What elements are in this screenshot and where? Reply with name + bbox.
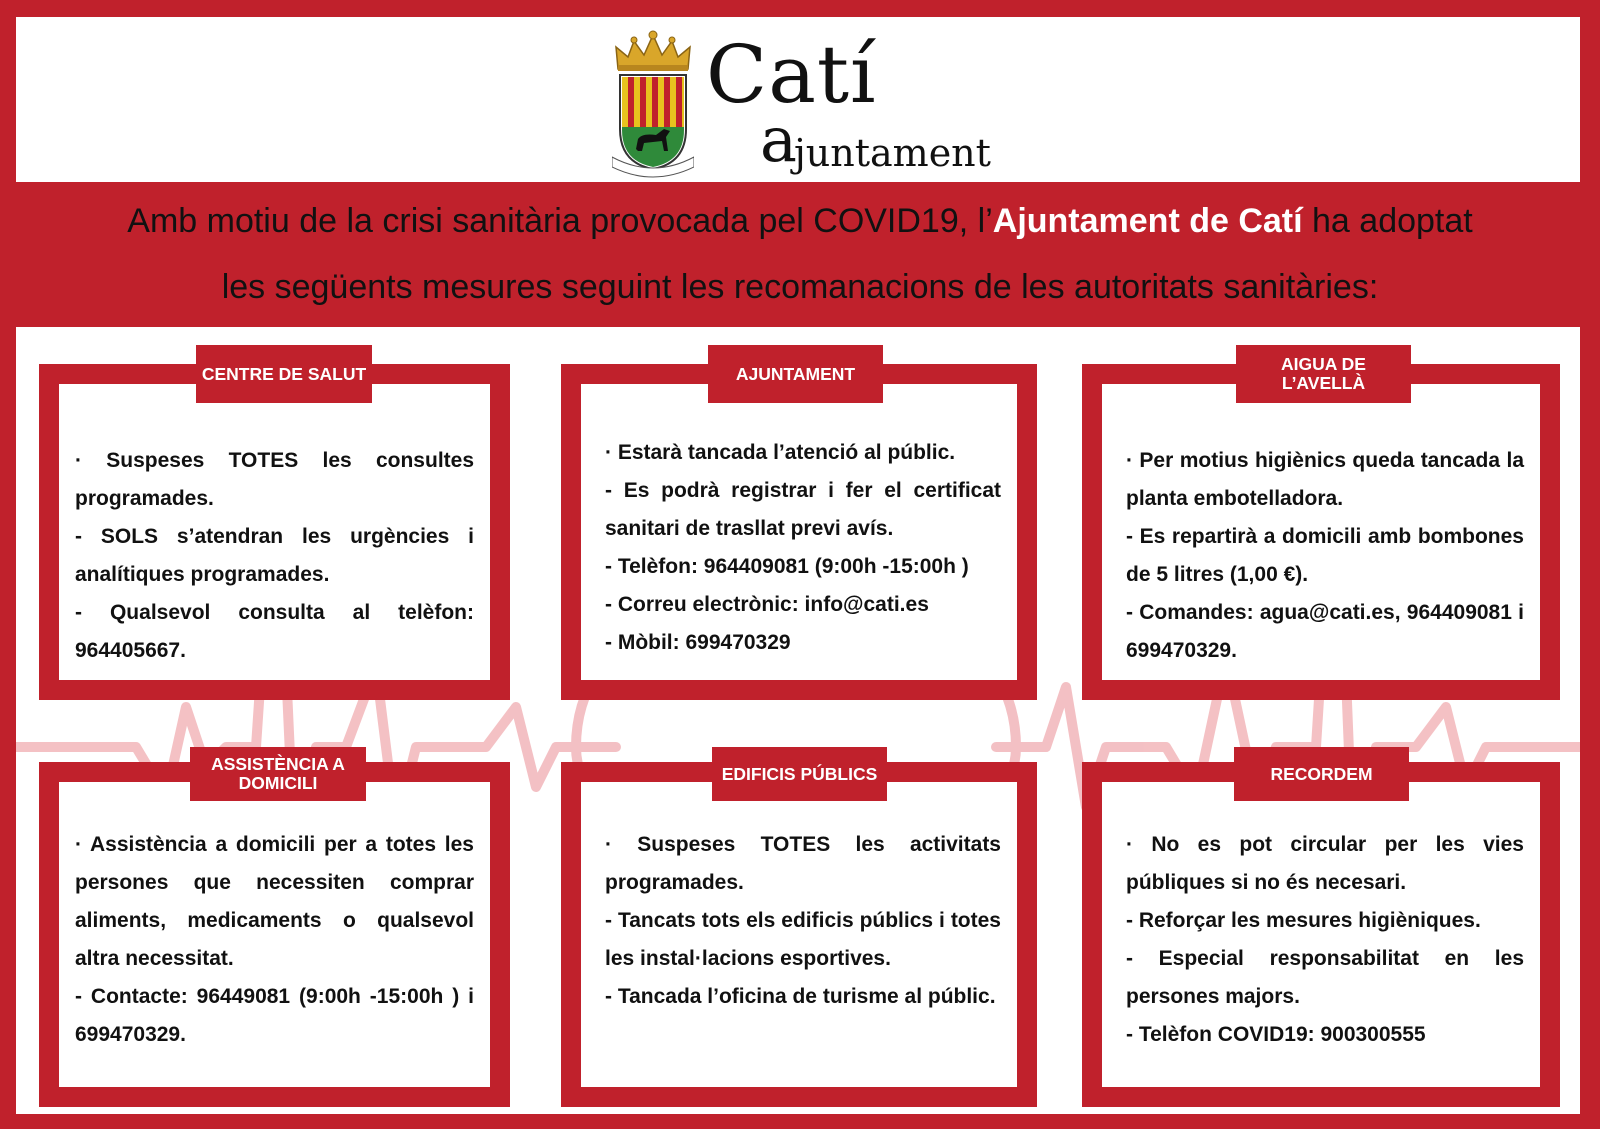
intro-part-2: ha adoptat	[1302, 202, 1473, 240]
card-line: - Comandes: agua@cati.es, 964409081 i 699470329.	[1126, 601, 1524, 662]
card-line: - Es repartirà a domicili amb bombones de 5 litres (1,00 €).	[1126, 525, 1524, 586]
header	[16, 17, 1580, 182]
card-assistencia	[39, 762, 510, 1107]
card-line: · Suspeses TOTES les consultes programades.	[75, 449, 474, 510]
card-recordem-text	[1126, 826, 1524, 1054]
card-line: · Estarà tancada l’atenció al públic.	[605, 441, 956, 464]
card-title-centre-salut: CENTRE DE SALUT	[196, 345, 372, 403]
card-line: - SOLS s’atendran les urgències i analítiques programades.	[75, 525, 474, 586]
card-title-ajuntament: AJUNTAMENT	[708, 345, 883, 403]
card-assistencia-text	[75, 826, 474, 1054]
card-title-edificis: EDIFICIS PÚBLICS	[712, 747, 887, 801]
card-title-recordem: RECORDEM	[1234, 747, 1409, 801]
card-recordem	[1082, 762, 1560, 1107]
coat-of-arms-icon	[612, 29, 694, 179]
intro-highlight: Ajuntament de Catí	[992, 202, 1303, 240]
card-ajuntament	[561, 364, 1037, 700]
logo-name: Catí	[706, 28, 877, 121]
card-ajuntament-text	[605, 434, 1001, 662]
logo-sub-initial: a	[760, 103, 797, 176]
card-line: - Contacte: 96449081 (9:00h -15:00h ) i 699470329.	[75, 985, 474, 1046]
card-edificis	[561, 762, 1037, 1107]
card-line: - Mòbil: 699470329	[605, 631, 791, 654]
logo-subtitle: juntament	[794, 131, 991, 175]
card-aigua	[1082, 364, 1560, 700]
intro-text	[30, 188, 1570, 320]
card-line: - Especial responsabilitat en les persones majors.	[1126, 947, 1524, 1008]
card-aigua-text	[1126, 442, 1524, 670]
intro-part-1: Amb motiu de la crisi sanitària provocada pel COVID19, l’	[127, 202, 993, 240]
card-line: - Reforçar les mesures higièniques.	[1126, 909, 1481, 932]
card-line: - Tancats tots els edificis públics i totes les instal·lacions esportives.	[605, 909, 1001, 970]
intro-line-1	[30, 188, 1570, 254]
card-edificis-text	[605, 826, 1001, 1016]
card-line: · Per motius higiènics queda tancada la planta embotelladora.	[1126, 449, 1524, 510]
card-line: - Telèfon COVID19: 900300555	[1126, 1023, 1426, 1046]
card-line: · No es pot circular per les vies públiques si no és necesari.	[1126, 833, 1524, 894]
card-centre-salut	[39, 364, 510, 700]
card-centre-salut-text	[75, 442, 474, 670]
card-line: - Qualsevol consulta al telèfon: 964405667.	[75, 601, 474, 662]
card-title-assistencia: ASSISTÈNCIA A DOMICILI	[190, 747, 366, 801]
card-line: - Es podrà registrar i fer el certificat sanitari de trasllat previ avís.	[605, 479, 1001, 540]
intro-line-2: les següents mesures seguint les recomanacions de les autoritats sanitàries:	[221, 268, 1379, 306]
card-line: · Suspeses TOTES les activitats programades.	[605, 833, 1001, 894]
card-title-aigua: AIGUA DE L’AVELLÀ	[1236, 345, 1411, 403]
card-line: - Tancada l’oficina de turisme al públic.	[605, 985, 996, 1008]
card-line: · Assistència a domicili per a totes les persones que necessiten comprar aliments, medicaments o qualsevol altra necessitat.	[75, 833, 474, 970]
card-line: - Correu electrònic: info@cati.es	[605, 593, 929, 616]
card-line: - Telèfon: 964409081 (9:00h -15:00h )	[605, 555, 969, 578]
